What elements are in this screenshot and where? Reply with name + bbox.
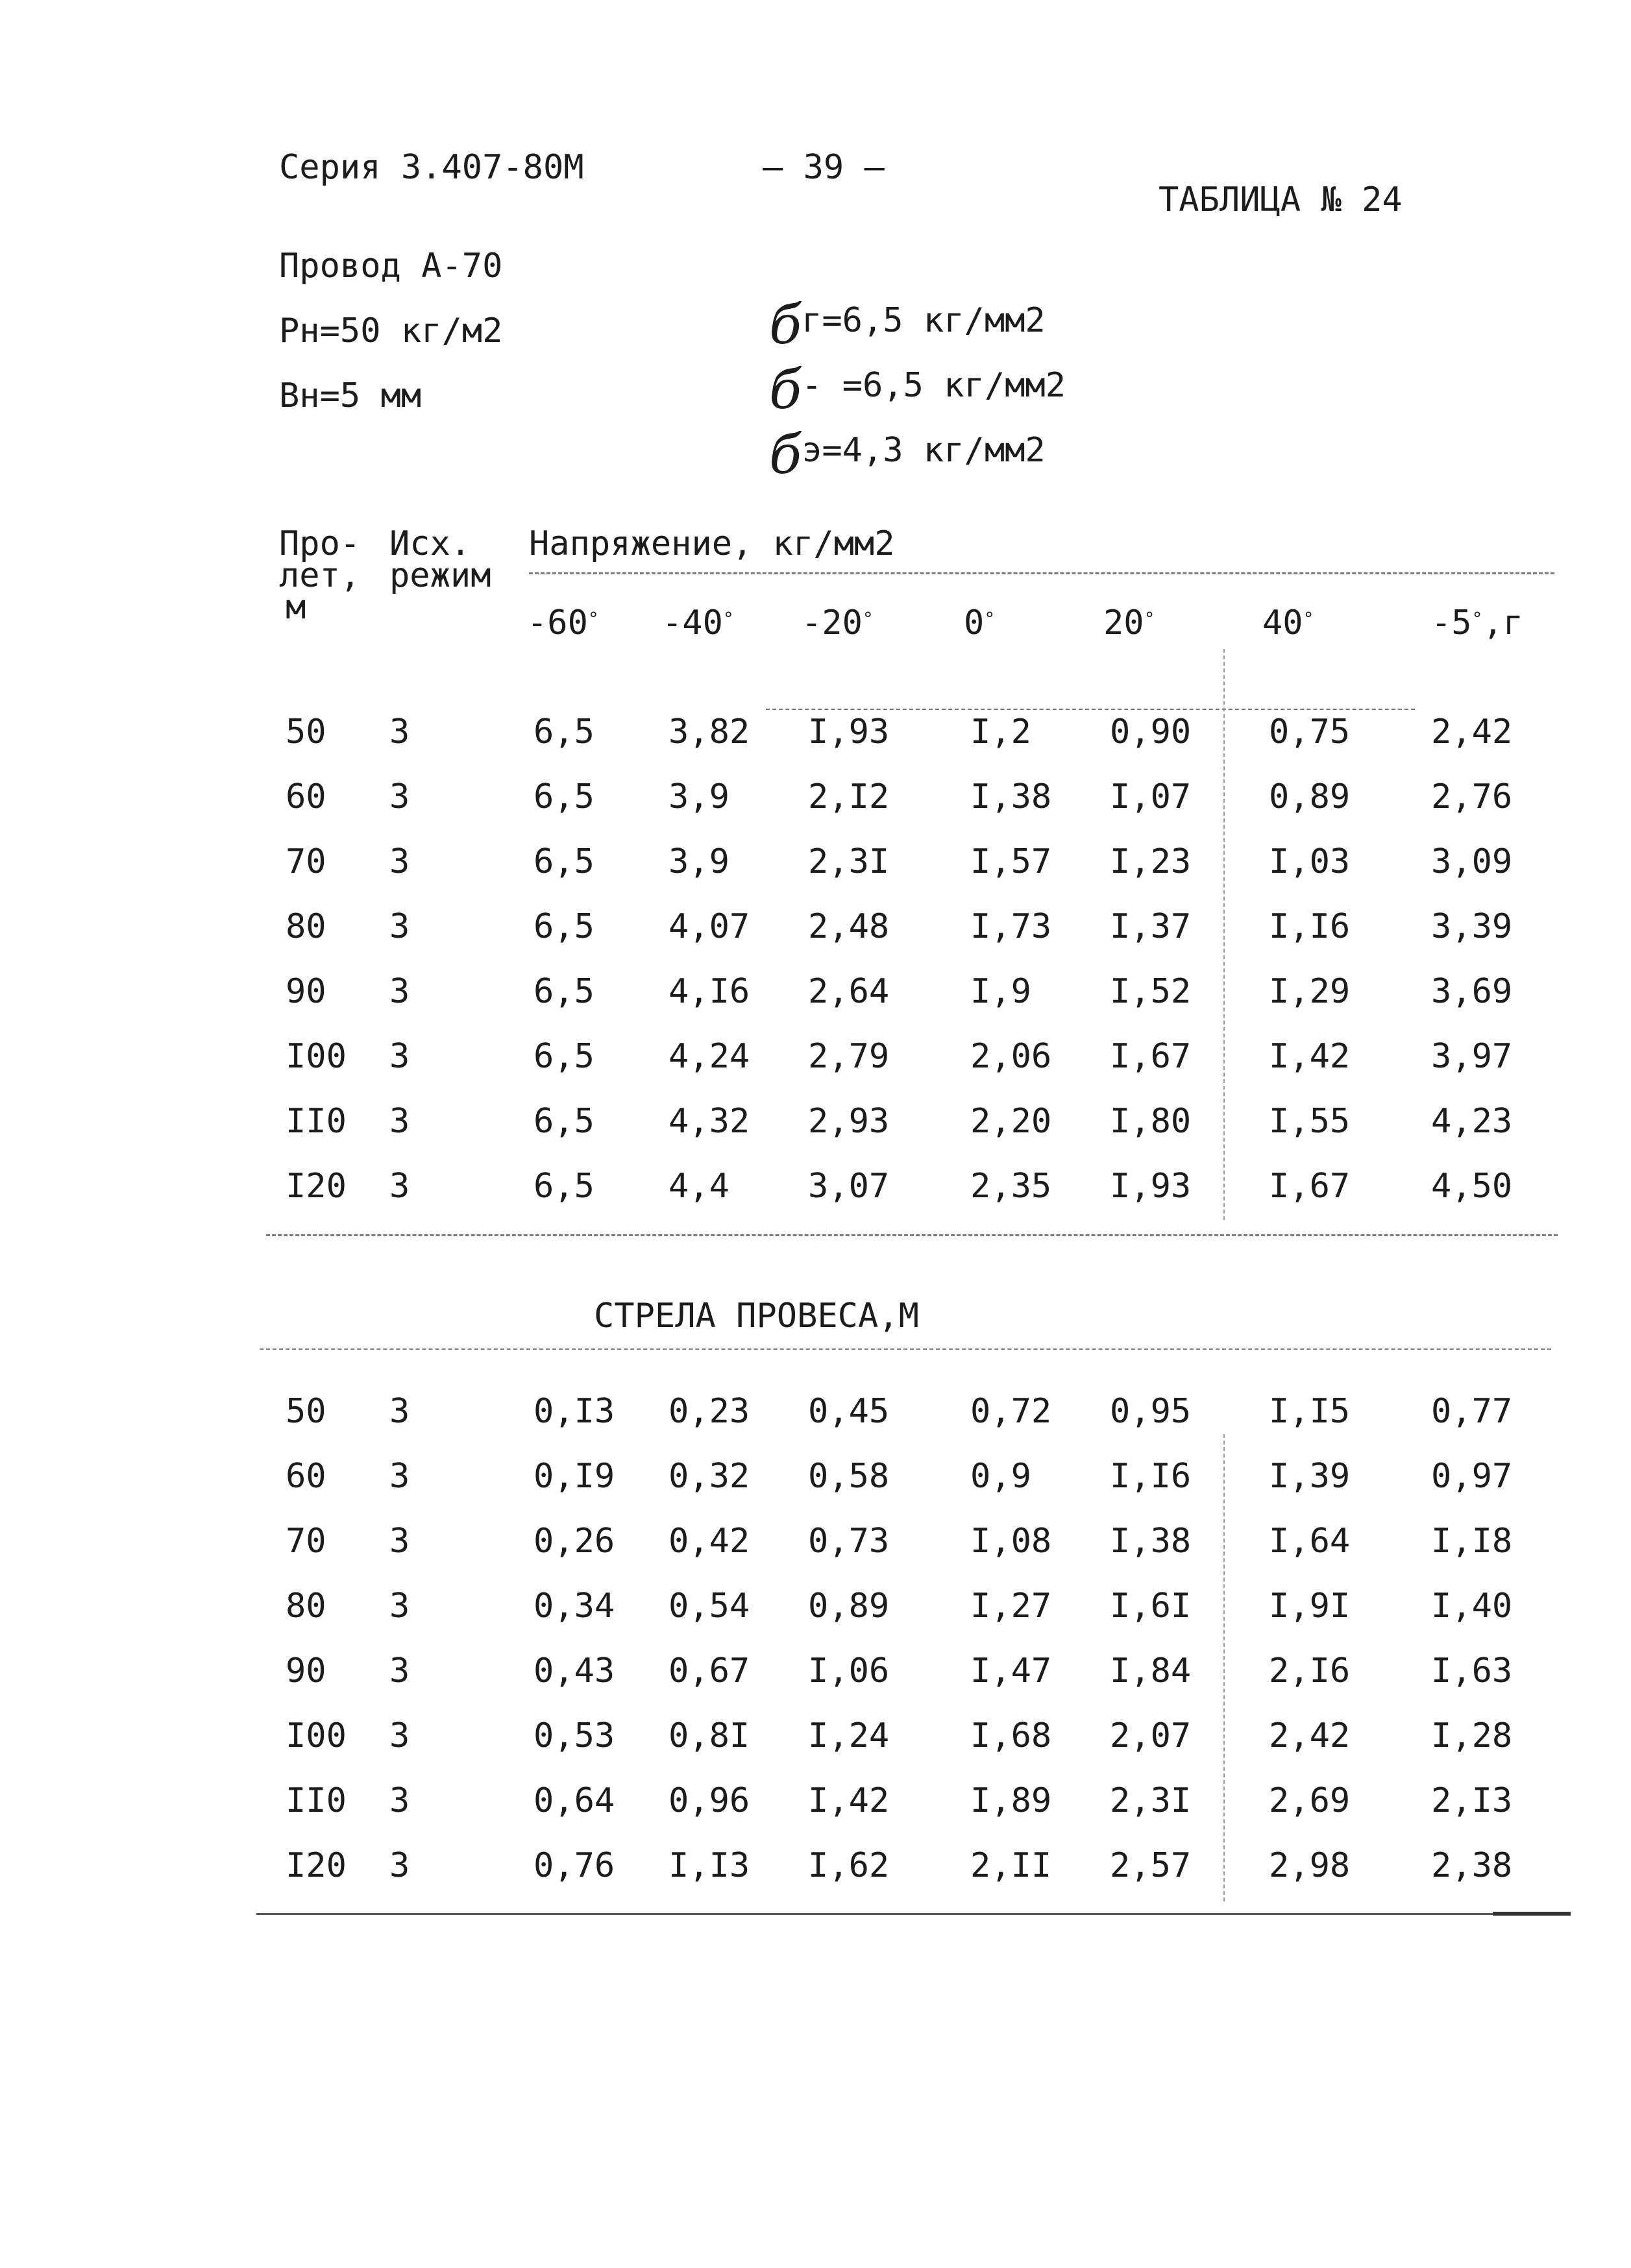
value-cell: 0,42 [668,1522,750,1561]
sigma-minus-value: - =6,5 кг/мм2 [802,366,1066,405]
span-cell: I20 [286,1846,347,1885]
mode-cell: 3 [389,1781,410,1820]
value-cell: I,80 [1110,1102,1192,1141]
value-cell: 0,9 [970,1457,1031,1496]
temperature-header [662,604,734,642]
faint-divider [766,709,1415,710]
span-cell: 60 [286,777,326,816]
value-cell: I,42 [1269,1037,1351,1076]
value-cell: 6,5 [533,713,595,751]
ice-thickness: Вн=5 мм [279,376,422,415]
value-cell: 0,67 [668,1652,750,1690]
value-cell: I,40 [1431,1587,1513,1626]
value-cell: I,64 [1269,1522,1351,1561]
value-cell: 3,09 [1431,842,1513,881]
span-cell: I00 [286,1037,347,1076]
value-cell: I,57 [970,842,1052,881]
span-header-3: м [286,588,306,627]
temperature-value: -5 [1431,604,1472,642]
value-cell: 0,23 [668,1392,750,1431]
value-cell: 2,79 [808,1037,890,1076]
degree-mark: ° [1471,608,1483,629]
value-cell: 3,39 [1431,907,1513,946]
temperature-header [1431,604,1523,642]
span-cell: 80 [286,907,326,946]
sigma-symbol: б [769,424,802,486]
value-cell: 2,I2 [808,777,890,816]
wire-type: Провод А-70 [279,247,503,286]
value-cell: 2,69 [1269,1781,1351,1820]
value-cell: I,07 [1110,777,1192,816]
value-cell: 3,97 [1431,1037,1513,1076]
value-cell: I,06 [808,1652,890,1690]
value-cell: 6,5 [533,1037,595,1076]
value-cell: 6,5 [533,907,595,946]
value-cell: 2,48 [808,907,890,946]
value-cell: I,37 [1110,907,1192,946]
mode-header-2: режим [389,556,491,595]
mode-cell: 3 [389,1167,410,1206]
value-cell: 2,42 [1269,1716,1351,1755]
value-cell: I,73 [970,907,1052,946]
value-cell: 2,93 [808,1102,890,1141]
span-cell: 50 [286,713,326,751]
value-cell: 3,07 [808,1167,890,1206]
value-cell: I,55 [1269,1102,1351,1141]
temperature-value: 0 [964,604,985,642]
value-cell: 0,77 [1431,1392,1513,1431]
mode-cell: 3 [389,1652,410,1690]
value-cell: I,2 [970,713,1031,751]
value-cell: 0,8I [668,1716,750,1755]
value-cell: 6,5 [533,1102,595,1141]
sigma-e-param [769,424,1046,486]
temperature-value: -60 [527,604,588,642]
value-cell: I,9I [1269,1587,1351,1626]
value-cell: I,27 [970,1587,1052,1626]
temperature-header [527,604,599,642]
value-cell: 2,64 [808,972,890,1011]
mode-cell: 3 [389,1716,410,1755]
value-cell: 6,5 [533,972,595,1011]
value-cell: I,I3 [668,1846,750,1885]
value-cell: 0,75 [1269,713,1351,751]
value-cell: 3,9 [668,777,730,816]
value-cell: 2,06 [970,1037,1052,1076]
span-cell: 90 [286,972,326,1011]
span-cell: 90 [286,1652,326,1690]
sigma-g-param [769,295,1046,356]
value-cell: 0,76 [533,1846,615,1885]
value-cell: 0,96 [668,1781,750,1820]
value-cell: 0,89 [1269,777,1351,816]
bottom-rule [256,1913,1561,1915]
value-cell: 0,45 [808,1392,890,1431]
sag-title-underline [260,1348,1551,1350]
value-cell: 4,23 [1431,1102,1513,1141]
temperature-value: 20 [1103,604,1144,642]
mode-cell: 3 [389,842,410,881]
value-cell: I,67 [1110,1037,1192,1076]
value-cell: 4,4 [668,1167,730,1206]
span-cell: II0 [286,1781,347,1820]
value-cell: 0,73 [808,1522,890,1561]
temperature-header [1262,604,1314,642]
value-cell: 3,69 [1431,972,1513,1011]
value-cell: 0,95 [1110,1392,1192,1431]
sigma-g-value: г=6,5 кг/мм2 [802,301,1046,340]
value-cell: 0,I3 [533,1392,615,1431]
value-cell: 0,I9 [533,1457,615,1496]
mode-cell: 3 [389,907,410,946]
value-cell: I,03 [1269,842,1351,881]
sigma-e-value: э=4,3 кг/мм2 [802,431,1046,470]
column-guide [1223,649,1225,1220]
value-cell: 0,26 [533,1522,615,1561]
mode-cell: 3 [389,1846,410,1885]
span-cell: I00 [286,1716,347,1755]
value-cell: I,63 [1431,1652,1513,1690]
span-cell: II0 [286,1102,347,1141]
value-cell: 3,9 [668,842,730,881]
temperature-value: -20 [802,604,863,642]
temperature-header [802,604,874,642]
mode-cell: 3 [389,1522,410,1561]
wind-pressure: Рн=50 кг/м2 [279,311,503,350]
value-cell: I,I8 [1431,1522,1513,1561]
value-cell: I,I6 [1110,1457,1192,1496]
value-cell: I,67 [1269,1167,1351,1206]
stress-title: Напряжение, кг/мм2 [529,524,895,563]
temperature-suffix: ,г [1482,604,1524,642]
value-cell: 4,24 [668,1037,750,1076]
span-cell: 50 [286,1392,326,1431]
span-cell: 60 [286,1457,326,1496]
value-cell: 0,34 [533,1587,615,1626]
value-cell: I,6I [1110,1587,1192,1626]
value-cell: 2,98 [1269,1846,1351,1885]
column-guide [1223,1434,1225,1901]
value-cell: 0,43 [533,1652,615,1690]
value-cell: I,52 [1110,972,1192,1011]
mode-cell: 3 [389,972,410,1011]
value-cell: 4,32 [668,1102,750,1141]
header-divider [529,572,1554,574]
sigma-symbol: б [769,295,802,356]
value-cell: 2,38 [1431,1846,1513,1885]
mode-header-1: Исх. [389,524,471,563]
value-cell: 3,82 [668,713,750,751]
mode-cell: 3 [389,777,410,816]
mode-cell: 3 [389,1457,410,1496]
value-cell: I,08 [970,1522,1052,1561]
mode-cell: 3 [389,1102,410,1141]
value-cell: I,93 [1110,1167,1192,1206]
value-cell: 4,50 [1431,1167,1513,1206]
value-cell: 2,3I [1110,1781,1192,1820]
value-cell: I,I6 [1269,907,1351,946]
temperature-header [964,604,995,642]
value-cell: 0,64 [533,1781,615,1820]
mode-cell: 3 [389,1392,410,1431]
value-cell: 2,I6 [1269,1652,1351,1690]
value-cell: 0,89 [808,1587,890,1626]
sigma-minus-param [769,360,1066,421]
value-cell: 2,20 [970,1102,1052,1141]
degree-mark: ° [1144,608,1155,629]
mode-cell: 3 [389,1587,410,1626]
span-cell: 70 [286,842,326,881]
value-cell: 0,97 [1431,1457,1513,1496]
degree-mark: ° [722,608,734,629]
value-cell: I,93 [808,713,890,751]
value-cell: I,38 [970,777,1052,816]
value-cell: I,24 [808,1716,890,1755]
sigma-symbol: б [769,360,802,421]
value-cell: 0,58 [808,1457,890,1496]
value-cell: 4,I6 [668,972,750,1011]
value-cell: 6,5 [533,777,595,816]
value-cell: I,89 [970,1781,1052,1820]
sag-title: СТРЕЛА ПРОВЕСА,М [594,1297,919,1335]
value-cell: I,9 [970,972,1031,1011]
value-cell: I,28 [1431,1716,1513,1755]
value-cell: 0,90 [1110,713,1192,751]
series-label: Серия 3.407-80М [279,148,584,187]
page-number: – 39 – [763,148,885,187]
value-cell: 4,07 [668,907,750,946]
value-cell: 2,57 [1110,1846,1192,1885]
temperature-header [1103,604,1155,642]
value-cell: 6,5 [533,842,595,881]
value-cell: 6,5 [533,1167,595,1206]
span-cell: I20 [286,1167,347,1206]
value-cell: 2,3I [808,842,890,881]
value-cell: 2,07 [1110,1716,1192,1755]
value-cell: 2,II [970,1846,1052,1885]
section-divider [266,1234,1558,1236]
span-header-1: Про- [279,524,361,563]
temperature-value: -40 [662,604,723,642]
degree-mark: ° [587,608,599,629]
value-cell: 0,53 [533,1716,615,1755]
span-cell: 80 [286,1587,326,1626]
value-cell: I,I5 [1269,1392,1351,1431]
value-cell: I,47 [970,1652,1052,1690]
mode-cell: 3 [389,1037,410,1076]
value-cell: 2,42 [1431,713,1513,751]
value-cell: 2,76 [1431,777,1513,816]
value-cell: I,84 [1110,1652,1192,1690]
value-cell: I,39 [1269,1457,1351,1496]
value-cell: I,38 [1110,1522,1192,1561]
degree-mark: ° [862,608,874,629]
value-cell: I,23 [1110,842,1192,881]
value-cell: 0,72 [970,1392,1052,1431]
temperature-value: 40 [1262,604,1303,642]
mode-cell: 3 [389,713,410,751]
value-cell: I,62 [808,1846,890,1885]
span-header-2: лет, [279,556,361,595]
value-cell: I,68 [970,1716,1052,1755]
table-number: ТАБЛИЦА № 24 [1159,180,1403,219]
value-cell: 0,54 [668,1587,750,1626]
bottom-rule-mark [1493,1912,1571,1916]
value-cell: I,42 [808,1781,890,1820]
value-cell: 2,35 [970,1167,1052,1206]
span-cell: 70 [286,1522,326,1561]
degree-mark: ° [1303,608,1314,629]
value-cell: 0,32 [668,1457,750,1496]
value-cell: 2,I3 [1431,1781,1513,1820]
value-cell: I,29 [1269,972,1351,1011]
degree-mark: ° [984,608,996,629]
